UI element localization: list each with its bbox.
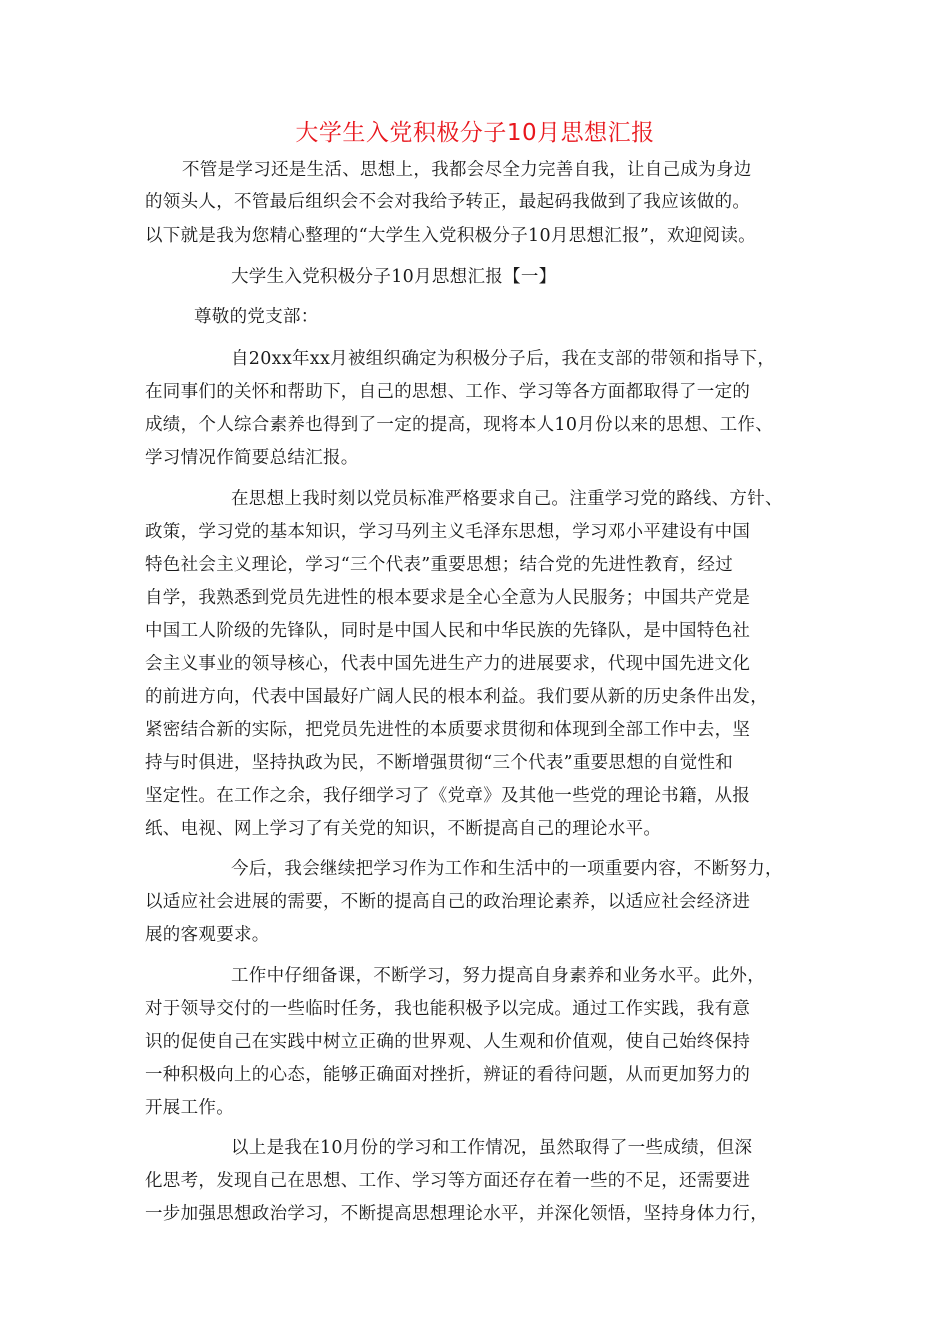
paragraph-line: 自学，我熟悉到党员先进性的根本要求是全心全意为人民服务；中国共产党是 xyxy=(145,588,751,608)
intro-line: 的领头人，不管最后组织会不会对我给予转正，最起码我做到了我应该做的。 xyxy=(145,192,751,212)
paragraph-line: 纸、电视、网上学习了有关党的知识，不断提高自己的理论水平。 xyxy=(145,819,662,839)
paragraph-line: 的前进方向，代表中国最好广阔人民的根本利益。我们要从新的历史条件出发， xyxy=(145,687,768,707)
paragraph-line: 坚定性。在工作之余，我仔细学习了《党章》及其他一些党的理论书籍，从报 xyxy=(145,786,751,806)
paragraph-line: 展的客观要求。 xyxy=(145,925,270,945)
intro-line: 不管是学习还是生活、思想上，我都会尽全力完善自我，让自己成为身边 xyxy=(182,160,752,180)
salutation: 尊敬的党支部： xyxy=(194,307,319,327)
paragraph-line: 一步加强思想政治学习，不断提高思想理论水平，并深化领悟，坚持身体力行， xyxy=(145,1204,768,1224)
paragraph-line: 以适应社会进展的需要，不断的提高自己的政治理论素养，以适应社会经济进 xyxy=(145,892,751,912)
paragraph-line: 特色社会主义理论，学习“三个代表”重要思想；结合党的先进性教育，经过 xyxy=(145,555,734,575)
paragraph-line: 在思想上我时刻以党员标准严格要求自己。注重学习党的路线、方针、 xyxy=(231,489,783,509)
paragraph-line: 以上是我在10月份的学习和工作情况，虽然取得了一些成绩，但深 xyxy=(231,1138,753,1158)
paragraph-line: 识的促使自己在实践中树立正确的世界观、人生观和价值观，使自己始终保持 xyxy=(145,1032,751,1052)
paragraph-line: 在同事们的关怀和帮助下，自己的思想、工作、学习等各方面都取得了一定的 xyxy=(145,382,751,402)
paragraph-line: 学习情况作简要总结汇报。 xyxy=(145,448,359,468)
paragraph-line: 今后，我会继续把学习作为工作和生活中的一项重要内容，不断努力， xyxy=(231,859,783,879)
paragraph-line: 成绩，个人综合素养也得到了一定的提高，现将本人10月份以来的思想、工作、 xyxy=(145,415,774,435)
section-heading: 大学生入党积极分子10月思想汇报【一】 xyxy=(231,267,557,287)
paragraph-line: 开展工作。 xyxy=(145,1098,234,1118)
document-title: 大学生入党积极分子10月思想汇报 xyxy=(295,120,655,146)
paragraph-line: 政策，学习党的基本知识，学习马列主义毛泽东思想，学习邓小平建设有中国 xyxy=(145,522,751,542)
paragraph-line: 化思考，发现自己在思想、工作、学习等方面还存在着一些的不足，还需要进 xyxy=(145,1171,751,1191)
paragraph-line: 对于领导交付的一些临时任务，我也能积极予以完成。通过工作实践，我有意 xyxy=(145,999,751,1019)
paragraph-line: 紧密结合新的实际，把党员先进性的本质要求贯彻和体现到全部工作中去，坚 xyxy=(145,720,751,740)
paragraph-line: 工作中仔细备课，不断学习，努力提高自身素养和业务水平。此外， xyxy=(231,966,765,986)
paragraph-line: 自20xx年xx月被组织确定为积极分子后，我在支部的带领和指导下， xyxy=(231,349,776,369)
paragraph-line: 中国工人阶级的先锋队，同时是中国人民和中华民族的先锋队，是中国特色社 xyxy=(145,621,751,641)
paragraph-line: 持与时俱进，坚持执政为民，不断增强贯彻“三个代表”重要思想的自觉性和 xyxy=(145,753,734,773)
paragraph-line: 一种积极向上的心态，能够正确面对挫折，辨证的看待问题，从而更加努力的 xyxy=(145,1065,751,1085)
intro-line: 以下就是我为您精心整理的“大学生入党积极分子10月思想汇报”，欢迎阅读。 xyxy=(145,226,756,246)
paragraph-line: 会主义事业的领导核心，代表中国先进生产力的进展要求，代现中国先进文化 xyxy=(145,654,751,674)
